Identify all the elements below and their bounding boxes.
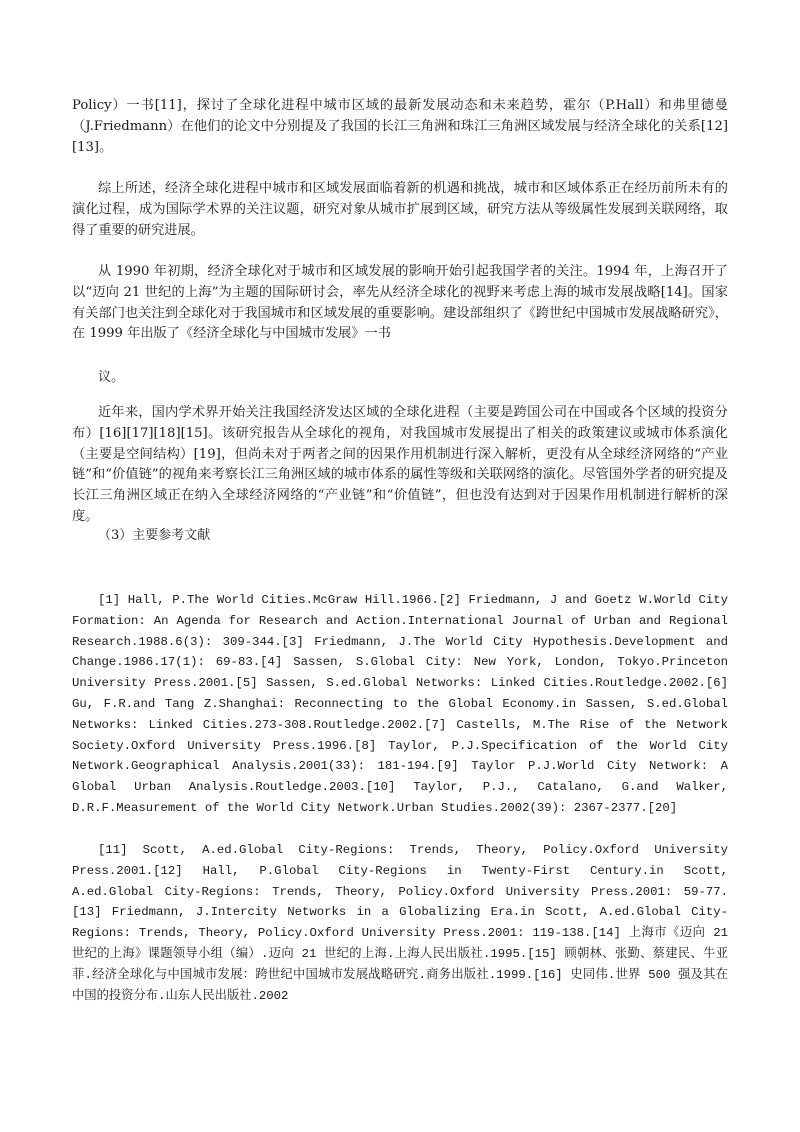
paragraph-policy: Policy）一书[11]，探讨了全球化进程中城市区域的最新发展动态和未来趋势，霍尔（P.Hall）和弗里德曼（J.Friedmann）在他们的论文中分别提及了我国的长江三角洲和珠江三角洲区域发展与经济全球化的关系[12][13]。 <box>72 98 728 155</box>
paragraph-summary: 综上所述，经济全球化进程中城市和区域发展面临着新的机遇和挑战，城市和区域体系正在经历前所未有的演化过程，成为国际学术界的关注议题，研究对象从城市扩展到区域，研究方法从等级属性发展到关联网络，取得了重要的研究进展。 <box>72 181 728 238</box>
section-heading-references: （3）主要参考文献 <box>98 528 211 543</box>
paragraph-recent-research: 近年来，国内学术界开始关注我国经济发达区域的全球化进程（主要是跨国公司在中国或各个区域的投资分布）[16][17][18][15]。该研究报告从全球化的视角，对我国城市发展提出了相关的政策建议或城市体系演化（主要是空间结构）[19]，但尚未对于两者之间的因果作用机制进行深入解析，更没有从全球经济网络的“产业链”和“价值链”的视角来考察长江三角洲区域的城市体系的属性等级和关联网络的演化。尽管国外学者的研究提及长江三角洲区域正在纳入全球经济网络的“产业链”和“价值链”，但也没有达到对于因果作用机制进行解析的深度。 <box>72 405 728 524</box>
references-block-1: [1] Hall, P.The World Cities.McGraw Hill.1966.[2] Friedmann, J and Goetz W.World City Formation: An Agenda for Research and Action.International Journal of Urban and Regional Research.1988.6(3): 309-344.[3] Friedmann, J.The World City Hypothesis.Development and Change.1986.17(1): 69-83.[4] Sassen, S.Global City: New York, London, Tokyo.Princeton University Press.2001.[5] Sassen, S.ed.Global Networks: Linked Cities.Routledge.2002.[6] Gu, F.R.and Tang Z.Shanghai: Reconnecting to the Global Economy.in Sassen, S.ed.Global Networks: Linked Cities.273-308.Routledge.2002.[7] Castells, M.The Rise of the Network Society.Oxford University Press.1996.[8] Taylor, P.J.Specification of the World City Network.Geographical Analysis.2001(33): 181-194.[9] Taylor P.J.World City Network: A Global Urban Analysis.Routledge.2003.[10] Taylor, P.J., Catalano, G.and Walker, D.R.F.Measurement of the World City Network.Urban Studies.2002(39): 2367-2377.[20] <box>72 593 728 815</box>
paragraph-fragment: 议。 <box>98 370 125 385</box>
references-block-2: [11] Scott, A.ed.Global City-Regions: Trends, Theory, Policy.Oxford University Press.2001.[12] Hall, P.Global City-Regions in Twenty-First Century.in Scott, A.ed.Global City-Regions: Trends, Theory, Policy.Oxford University Press.2001: 59-77.[13] Friedmann, J.Intercity Networks in a Globalizing Era.in Scott, A.ed.Global City-Regions: Trends, Theory, Policy.Oxford University Press.2001: 119-138.[14] 上海市《迈向 21 世纪的上海》课题领导小组（编）.迈向 21 世纪的上海.上海人民出版社.1995.[15] 顾朝林、张勤、蔡建民、牛亚菲.经济全球化与中国城市发展：跨世纪中国城市发展战略研究.商务出版社.1999.[16] 史同伟.世界 500 强及其在中国的投资分布.山东人民出版社.2002 <box>72 843 728 1003</box>
paragraph-1990s: 从 1990 年初期，经济全球化对于城市和区域发展的影响开始引起我国学者的关注。1994 年，上海召开了以“迈向 21 世纪的上海”为主题的国际研讨会，率先从经济全球化的视野来考虑上海的城市发展战略[14]。国家有关部门也关注到全球化对于我国城市和区域发展的重要影响。建设部组织了《跨世纪中国城市发展战略研究》，在 1999 年出版了《经济全球化与中国城市发展》一书 <box>72 264 728 342</box>
